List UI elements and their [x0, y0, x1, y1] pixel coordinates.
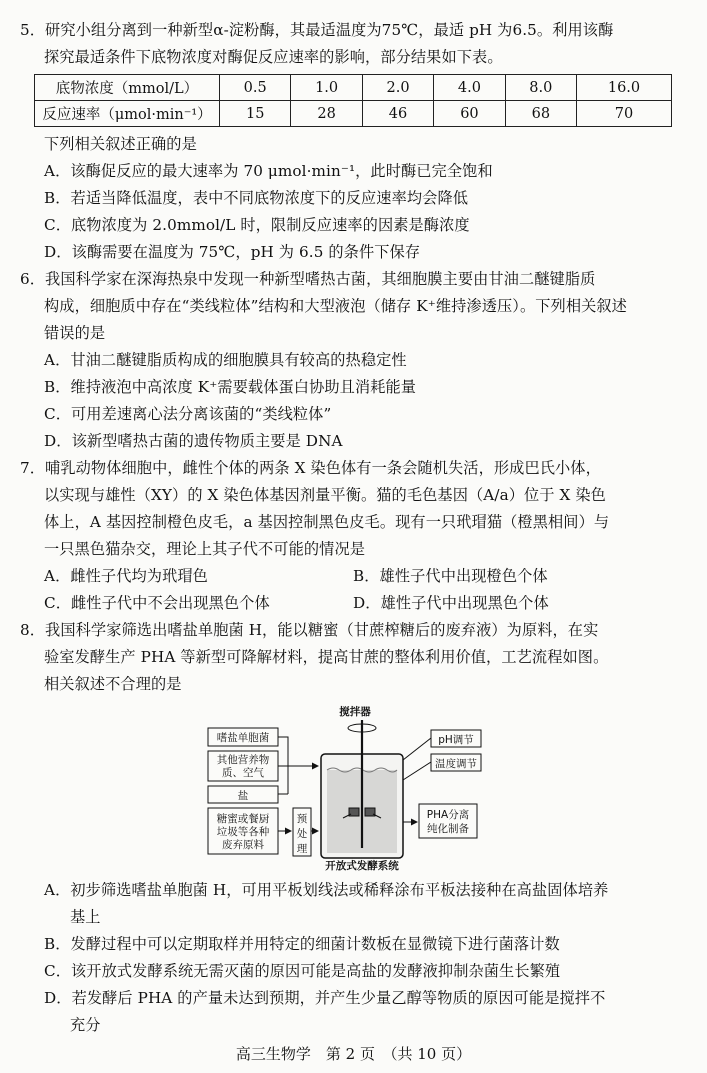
table-header-cell: 底物浓度（mmol/L） — [35, 75, 220, 101]
q7-option-c: C．雌性子代中不会出现黑色个体 — [44, 594, 270, 612]
q8-stem-line2: 验室发酵生产 PHA 等新型可降解材料，提高甘蔗的整体利用价值，工艺流程如图。 — [44, 648, 609, 666]
input-nutrients-label-1: 其他营养物 — [216, 754, 270, 766]
table-cell: 2.0 — [362, 75, 433, 101]
q8-option-c: C．该开放式发酵系统无需灭菌的原因可能是高盐的发酵液抑制杂菌生长繁殖 — [44, 962, 561, 980]
table-cell: 68 — [505, 101, 576, 127]
q6-stem-line3: 错误的是 — [44, 324, 106, 342]
table-cell: 15 — [220, 101, 291, 127]
table-cell: 46 — [362, 101, 433, 127]
table-row — [35, 101, 672, 127]
table-cell: 16.0 — [577, 75, 672, 101]
pha-output-label-1: PHA分离 — [426, 809, 470, 821]
table-header-cell: 反应速率（μmol·min⁻¹） — [35, 101, 220, 127]
q6-stem-line1: 6．我国科学家在深海热泉中发现一种新型嗜热古菌，其细胞膜主要由甘油二醚键脂质 — [20, 270, 596, 288]
q5-stem-line1: 5．研究小组分离到一种新型α-淀粉酶，其最适温度为75℃，最适 pH 为6.5。利用该酶 — [20, 21, 614, 39]
q5-option-d: D．该酶需要在温度为 75℃，pH 为 6.5 的条件下保存 — [44, 243, 421, 261]
q6-option-b: B．维持液泡中高浓度 K⁺需要载体蛋白协助且消耗能量 — [44, 378, 417, 396]
q6-stem-line2: 构成，细胞质中存在“类线粒体”结构和大型液泡（储存 K⁺维持渗透压）。下列相关叙述 — [44, 297, 627, 315]
q5-stem-line2: 探究最适条件下底物浓度对酶促反应速率的影响，部分结果如下表。 — [44, 48, 503, 66]
q7-option-a: A．雌性子代均为玳瑁色 — [44, 567, 208, 585]
q7-stem-line2: 以实现与雄性（XY）的 X 染色体基因剂量平衡。猫的毛色基因（A/a）位于 X 染色 — [44, 486, 606, 504]
table-cell: 8.0 — [505, 75, 576, 101]
q8-stem-line3: 相关叙述不合理的是 — [44, 675, 182, 693]
q7-option-b: B．雄性子代中出现橙色个体 — [353, 567, 548, 585]
q5-data-table — [34, 74, 672, 127]
input-molasses-label-1: 糖蜜或餐厨 — [216, 813, 270, 825]
q7-stem-line1: 7．哺乳动物体细胞中，雌性个体的两条 X 染色体有一条会随机失活，形成巴氏小体， — [20, 459, 601, 477]
page-footer: 高三生物学 第 2 页 （共 10 页） — [235, 1045, 472, 1063]
table-cell: 4.0 — [434, 75, 505, 101]
table-cell: 70 — [577, 101, 672, 127]
q8-option-a-line1: A．初步筛选嗜盐单胞菌 H，可用平板划线法或稀释涂布平板法接种在高盐固体培养 — [44, 881, 609, 899]
table-row — [35, 75, 672, 101]
pretreatment-label-3: 理 — [296, 843, 308, 855]
table-cell: 0.5 — [220, 75, 291, 101]
q8-stem-line1: 8．我国科学家筛选出嗜盐单胞菌 H，能以糖蜜（甘蔗榨糖后的废弃液）为原料，在实 — [20, 621, 599, 639]
table-cell: 60 — [434, 101, 505, 127]
pretreatment-label-1: 预 — [296, 813, 308, 825]
table-cell: 1.0 — [291, 75, 362, 101]
input-halomonas-label: 嗜盐单胞菌 — [216, 732, 270, 744]
q5-option-c: C．底物浓度为 2.0mmol/L 时，限制反应速率的因素是酶浓度 — [44, 216, 470, 234]
q8-option-b: B．发酵过程中可以定期取样并用特定的细菌计数板在显微镜下进行菌落计数 — [44, 935, 560, 953]
input-molasses-label-2: 垃圾等各种 — [216, 826, 270, 838]
diagram-caption: 开放式发酵系统 — [325, 860, 399, 872]
ph-control-label: pH调节 — [438, 734, 474, 746]
q8-option-a-line2: 基上 — [70, 908, 101, 926]
input-nutrients-label-2: 质、空气 — [222, 767, 264, 779]
q7-stem-line3: 体上，A 基因控制橙色皮毛，a 基因控制黑色皮毛。现有一只玳瑁猫（橙黑相间）与 — [44, 513, 610, 531]
q5-prompt: 下列相关叙述正确的是 — [44, 135, 197, 153]
pretreatment-label-2: 处 — [296, 828, 308, 840]
q7-option-d: D．雄性子代中出现黑色个体 — [353, 594, 549, 612]
q7-stem-line4: 一只黑色猫杂交，理论上其子代不可能的情况是 — [44, 540, 366, 558]
input-molasses-label-3: 废弃原料 — [222, 839, 264, 851]
table-cell: 28 — [291, 101, 362, 127]
q6-option-a: A．甘油二醚键脂质构成的细胞膜具有较高的热稳定性 — [44, 351, 407, 369]
q8-option-d-line1: D．若发酵后 PHA 的产量未达到预期，并产生少量乙醇等物质的原因可能是搅拌不 — [44, 989, 606, 1007]
q5-option-b: B．若适当降低温度，表中不同底物浓度下的反应速率均会降低 — [44, 189, 469, 207]
temperature-control-label: 温度调节 — [435, 758, 477, 770]
input-salt-label: 盐 — [237, 790, 249, 802]
pha-output-label-2: 纯化制备 — [427, 823, 469, 835]
q8-option-d-line2: 充分 — [70, 1016, 101, 1034]
q6-option-d: D．该新型嗜热古菌的遗传物质主要是 DNA — [44, 432, 343, 450]
q6-option-c: C．可用差速离心法分离该菌的“类线粒体” — [44, 405, 332, 423]
q5-option-a: A．该酶促反应的最大速率为 70 μmol·min⁻¹，此时酶已完全饱和 — [44, 162, 493, 180]
stirrer-label: 搅拌器 — [339, 706, 371, 718]
fermentation-flow-diagram — [205, 700, 495, 872]
